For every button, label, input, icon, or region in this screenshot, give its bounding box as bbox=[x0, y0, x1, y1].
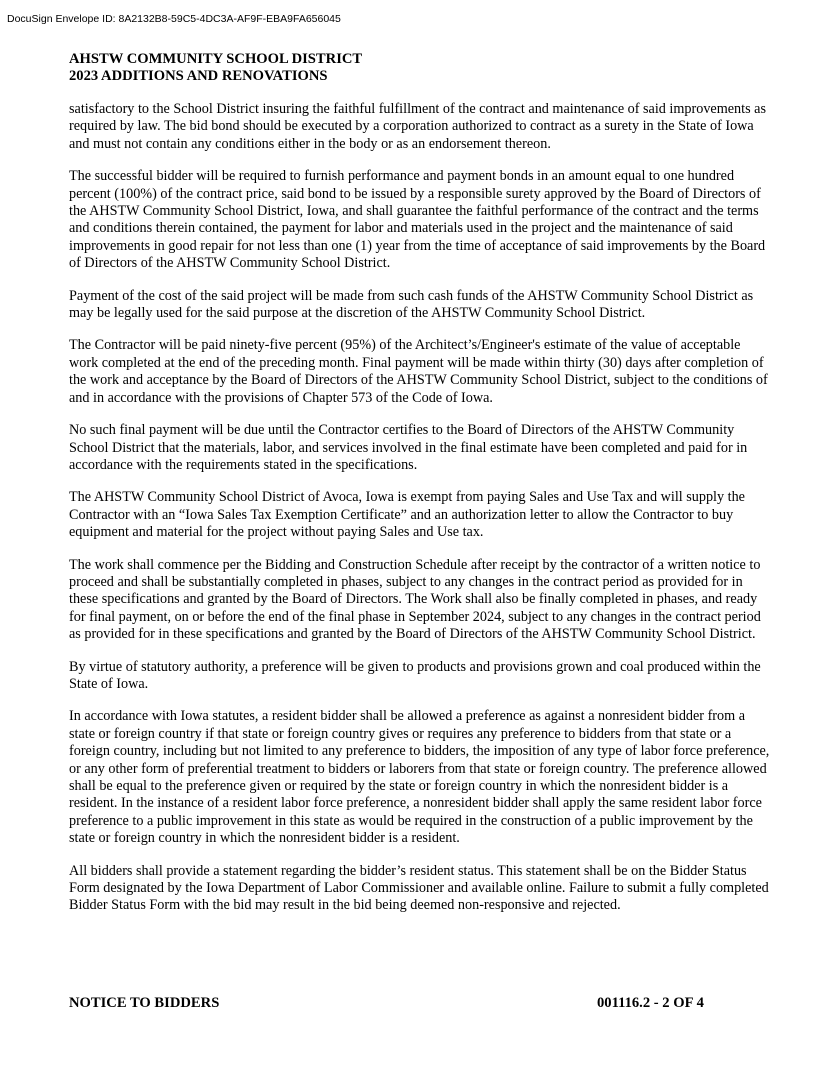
paragraph-sales-tax: The AHSTW Community School District of Avoca, Iowa is exempt from paying Sales and Use Tax and will supply the Contractor with an “Iowa Sales Tax Exemption Certificate” and an authorization letter to allow the Contractor to buy equipment and material for the project without paying Sales and Use tax. bbox=[69, 489, 745, 541]
footer-page-number: 001116.2 - 2 OF 4 bbox=[597, 995, 704, 1011]
paragraph-contractor-payment: The Contractor will be paid ninety-five percent (95%) of the Architect’s/Engineer's estimate of the value of acceptable work completed at the end of the preceding month. Final payment will be made within thirty (30) days after completion of the work and acceptance by the Board of Directors of the AHSTW Community School District, subject to the conditions of and in accordance with the provisions of Chapter 573 of the Code of Iowa. bbox=[69, 337, 768, 406]
paragraph-work-schedule: The work shall commence per the Bidding and Construction Schedule after receipt by the contractor of a written notice to proceed and shall be substantially completed in phases, subject to any changes in the contract period as provided for in these specifications and granted by the Board of Directors. The Work shall also be finally completed in phases, and ready for final payment, on or before the end of the final phase in September 2024, subject to any changes in the contract period as provided for in these specifications and granted by the Board of Directors of the AHSTW Community School District. bbox=[69, 556, 761, 643]
paragraph-payment-funds: Payment of the cost of the said project will be made from such cash funds of the AHSTW Community School District as may be legally used for the said purpose at the discretion of the AHSTW Community School District. bbox=[69, 287, 754, 322]
paragraph-final-payment: No such final payment will be due until the Contractor certifies to the Board of Directors of the AHSTW Community School District that the materials, labor, and services involved in the final estimate have been completed and paid for in accordance with the requirements stated in the specifications. bbox=[69, 422, 748, 473]
project-title: 2023 ADDITIONS AND RENOVATIONS bbox=[69, 67, 328, 84]
paragraph-bidder-status: All bidders shall provide a statement regarding the bidder’s resident status. This statement shall be on the Bidder Status Form designated by the Iowa Department of Labor Commissioner and available online. Failure to submit a fully completed Bidder Status Form with the bid may result in the bid being deemed non-responsive and rejected. bbox=[69, 862, 769, 914]
envelope-id: DocuSign Envelope ID: 8A2132B8-59C5-4DC3A-AF9F-EBA9FA656045 bbox=[7, 13, 341, 25]
paragraph-iowa-preference: By virtue of statutory authority, a preference will be given to products and provisions grown and coal produced within the State of Iowa. bbox=[69, 658, 761, 692]
paragraph-bid-bond: satisfactory to the School District insuring the faithful fulfillment of the contract and maintenance of said improvements as required by law. The bid bond should be executed by a corporation authorized to contract as a surety in the State of Iowa and must not contain any conditions either in the body or as an endorsement thereon. bbox=[69, 101, 766, 152]
footer-section-title: NOTICE TO BIDDERS bbox=[69, 995, 220, 1011]
paragraph-performance-bonds: The successful bidder will be required to furnish performance and payment bonds in an amount equal to one hundred percent (100%) of the contract price, said bond to be issued by a responsible surety approved by the Board of Directors of the AHSTW Community School District, Iowa, and shall guarantee the faithful performance of the contract and the terms and conditions therein contained, the payment for labor and materials used in the project and the maintenance of said improvements in good repair for not less than one (1) year from the time of acceptance of said improvements by the Board of Directors of the AHSTW Community School District. bbox=[69, 168, 766, 272]
document-header bbox=[69, 51, 362, 84]
document-body bbox=[69, 101, 771, 930]
district-title: AHSTW COMMUNITY SCHOOL DISTRICT bbox=[69, 51, 363, 67]
paragraph-resident-bidder: In accordance with Iowa statutes, a resident bidder shall be allowed a preference as against a nonresident bidder from a state or foreign country if that state or foreign country gives or requires any preference to bidders from that state or a foreign country, including but not limited to any preference to bidders, the imposition of any type of labor force preference, or any other form of preferential treatment to bidders or laborers from that state or foreign country. The preference allowed shall be equal to the preference given or required by the state or foreign country in which the nonresident bidder is a resident. In the instance of a resident labor force preference, a nonresident bidder shall apply the same resident labor force preference to a public improvement in this state as would be required in the construction of a public improvement by the state or foreign country in which the nonresident bidder is a resident. bbox=[69, 708, 770, 847]
